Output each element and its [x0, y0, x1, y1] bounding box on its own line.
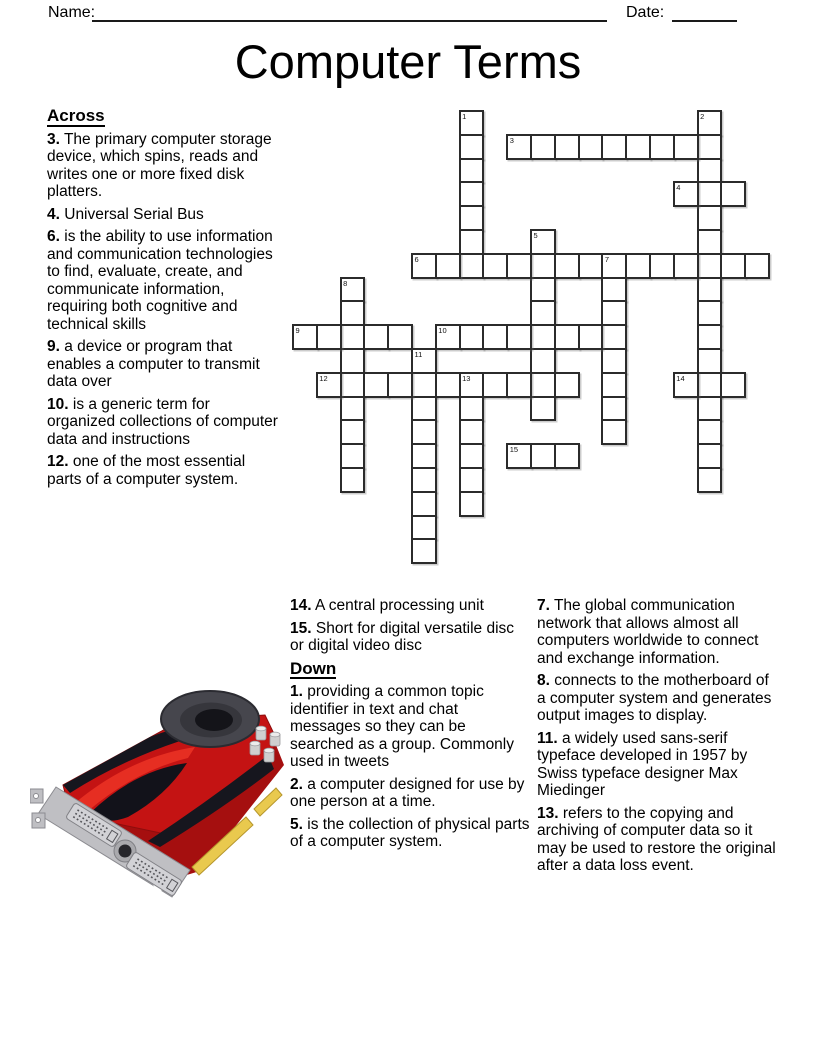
crossword-cell[interactable] — [387, 372, 413, 398]
crossword-cell[interactable] — [292, 324, 318, 350]
crossword-cell[interactable] — [530, 443, 556, 469]
crossword-cell[interactable] — [459, 205, 485, 231]
clue-7: 7. The global communication network that allows almost all computers worldwide to connect and exchange information. — [537, 597, 759, 667]
crossword-cell[interactable] — [601, 419, 627, 445]
clue-14: 14. A central processing unit — [290, 597, 484, 614]
crossword-cell[interactable] — [435, 253, 461, 279]
crossword-cell[interactable] — [506, 134, 532, 160]
crossword-cell[interactable] — [578, 253, 604, 279]
clue-4: 4. Universal Serial Bus — [47, 205, 204, 223]
crossword-cell[interactable] — [482, 253, 508, 279]
crossword-cell[interactable] — [697, 110, 723, 136]
across-heading: Across — [47, 106, 105, 125]
crossword-cell[interactable] — [554, 134, 580, 160]
crossword-cell[interactable] — [601, 324, 627, 350]
crossword-cell[interactable] — [459, 396, 485, 422]
crossword-cell[interactable] — [459, 419, 485, 445]
crossword-cell[interactable] — [340, 396, 366, 422]
down-heading: Down — [290, 658, 337, 678]
crossword-cell[interactable] — [340, 300, 366, 326]
crossword-cell[interactable] — [530, 372, 556, 398]
crossword-cell[interactable] — [459, 181, 485, 207]
middle-clues-column — [290, 597, 530, 856]
crossword-cell[interactable] — [673, 253, 699, 279]
crossword-cell[interactable] — [697, 300, 723, 326]
crossword-cell[interactable] — [459, 372, 485, 398]
cell-number: 14 — [676, 373, 685, 383]
across-clues-column — [47, 107, 279, 493]
crossword-cell[interactable] — [411, 396, 437, 422]
crossword-cell[interactable] — [459, 443, 485, 469]
crossword-cell[interactable] — [340, 443, 366, 469]
clue-15: 15. Short for digital versatile disc or digital video disc — [290, 619, 515, 654]
clue-5: 5. is the collection of physical parts of a computer system. — [290, 815, 530, 850]
crossword-cell[interactable] — [601, 134, 627, 160]
date-label: Date: — [626, 4, 665, 21]
crossword-cell[interactable] — [697, 419, 723, 445]
crossword-cell[interactable] — [459, 110, 485, 136]
graphics-card-icon — [30, 645, 290, 910]
crossword-cell[interactable] — [411, 348, 437, 374]
crossword-cell[interactable] — [340, 324, 366, 350]
crossword-cell[interactable] — [459, 467, 485, 493]
crossword-cell[interactable] — [459, 229, 485, 255]
clue-13: 13. refers to the copying and archiving of computer data so it may be used to restore the original after a data loss event. — [537, 804, 776, 874]
down-clues-column — [537, 597, 777, 880]
crossword-cell[interactable] — [697, 443, 723, 469]
crossword-cell[interactable] — [697, 277, 723, 303]
crossword-cell[interactable] — [530, 324, 556, 350]
cell-number: 10 — [438, 326, 447, 336]
crossword-cell[interactable] — [530, 253, 556, 279]
crossword-cell[interactable] — [459, 134, 485, 160]
crossword-cell[interactable] — [506, 443, 532, 469]
clue-3: 3. The primary computer storage device, which spins, reads and writes one or more fixed disk platters. — [47, 130, 272, 200]
crossword-cell[interactable] — [316, 324, 342, 350]
crossword-cell[interactable] — [649, 253, 675, 279]
cell-number: 9 — [295, 326, 300, 336]
crossword-cell[interactable] — [673, 181, 699, 207]
clue-10: 10. is a generic term for organized collections of computer data and instructions — [47, 395, 278, 448]
crossword-cell[interactable] — [506, 253, 532, 279]
crossword-cell[interactable] — [340, 467, 366, 493]
crossword-cell[interactable] — [530, 396, 556, 422]
crossword-cell[interactable] — [340, 419, 366, 445]
cell-number: 1 — [462, 112, 467, 121]
crossword-cell[interactable] — [625, 253, 651, 279]
crossword-cell[interactable] — [601, 253, 627, 279]
crossword-cell[interactable] — [554, 372, 580, 398]
crossword-cell[interactable] — [530, 300, 556, 326]
crossword-cell[interactable] — [411, 467, 437, 493]
crossword-cell[interactable] — [506, 372, 532, 398]
crossword-cell[interactable] — [697, 324, 723, 350]
crossword-cell[interactable] — [411, 491, 437, 517]
crossword-cell[interactable] — [720, 372, 746, 398]
crossword-cell[interactable] — [411, 419, 437, 445]
cell-number: 5 — [533, 231, 538, 240]
clue-2: 2. a computer designed for use by one person at a time. — [290, 775, 525, 810]
crossword-cell[interactable] — [601, 372, 627, 398]
crossword-cell[interactable] — [697, 396, 723, 422]
crossword-cell[interactable] — [697, 158, 723, 184]
crossword-cell[interactable] — [363, 372, 389, 398]
crossword-cell[interactable] — [673, 372, 699, 398]
crossword-cell[interactable] — [482, 324, 508, 350]
crossword-cell[interactable] — [697, 205, 723, 231]
crossword-cell[interactable] — [530, 229, 556, 255]
crossword-cell[interactable] — [459, 158, 485, 184]
cell-number: 12 — [319, 373, 328, 383]
crossword-cell[interactable] — [697, 229, 723, 255]
crossword-cell[interactable] — [697, 253, 723, 279]
crossword-cell[interactable] — [601, 348, 627, 374]
clue-1: 1. providing a common topic identifier in text and chat messages so they can be searched as a group. Commonly used in tweets — [290, 683, 515, 770]
date-fill-line[interactable] — [672, 3, 737, 22]
crossword-cell[interactable] — [625, 134, 651, 160]
crossword-cell[interactable] — [601, 277, 627, 303]
crossword-cell[interactable] — [340, 277, 366, 303]
across-clues-middle — [290, 597, 530, 655]
crossword-cell[interactable] — [554, 324, 580, 350]
cell-number: 15 — [509, 445, 519, 455]
crossword-cell[interactable] — [554, 253, 580, 279]
cell-number: 11 — [414, 350, 423, 359]
crossword-cell[interactable] — [530, 134, 556, 160]
crossword-cell[interactable] — [578, 324, 604, 350]
down-clues-middle — [290, 683, 530, 851]
crossword-cell[interactable] — [435, 372, 461, 398]
crossword-cell[interactable] — [697, 134, 723, 160]
crossword-cell[interactable] — [482, 372, 508, 398]
clue-9: 9. a device or program that enables a computer to transmit data over — [47, 338, 260, 390]
clue-11: 11. a widely used sans-serif typeface developed in 1957 by Swiss typeface designer Max Miedinger — [537, 729, 748, 799]
crossword-cell[interactable] — [459, 253, 485, 279]
crossword-cell[interactable] — [697, 348, 723, 374]
cell-number: 3 — [509, 135, 514, 145]
cell-number: 2 — [700, 112, 705, 121]
crossword-cell[interactable] — [530, 277, 556, 303]
crossword-cell[interactable] — [459, 324, 485, 350]
name-label: Name: — [48, 4, 96, 21]
crossword-cell[interactable] — [720, 253, 746, 279]
name-fill-line[interactable] — [92, 3, 607, 22]
crossword-cell[interactable] — [601, 396, 627, 422]
clue-12: 12. one of the most essential parts of a computer system. — [47, 453, 246, 488]
crossword-cell[interactable] — [506, 324, 532, 350]
crossword-cell[interactable] — [435, 324, 461, 350]
crossword-cell[interactable] — [363, 324, 389, 350]
crossword-cell[interactable] — [601, 300, 627, 326]
cell-number: 13 — [462, 373, 471, 383]
page-title: Computer Terms — [234, 35, 582, 88]
crossword-cell[interactable] — [697, 372, 723, 398]
crossword-cell[interactable] — [411, 253, 437, 279]
crossword-cell[interactable] — [720, 181, 746, 207]
crossword-cell[interactable] — [530, 348, 556, 374]
cell-number: 7 — [604, 254, 610, 264]
crossword-cell[interactable] — [673, 134, 699, 160]
crossword-cell[interactable] — [411, 443, 437, 469]
crossword-cell[interactable] — [411, 372, 437, 398]
cell-number: 6 — [414, 254, 419, 264]
crossword-cell[interactable] — [578, 134, 604, 160]
crossword-cell[interactable] — [649, 134, 675, 160]
crossword-cell[interactable] — [340, 348, 366, 374]
crossword-cell[interactable] — [387, 324, 413, 350]
crossword-cell[interactable] — [316, 372, 342, 398]
crossword-cell[interactable] — [411, 515, 437, 541]
crossword-cell[interactable] — [459, 491, 485, 517]
cell-number: 8 — [343, 278, 348, 288]
crossword-cell[interactable] — [554, 443, 580, 469]
crossword-cell[interactable] — [340, 372, 366, 398]
clue-8: 8. connects to the motherboard of a computer system and generates output images to display. — [537, 672, 772, 724]
clue-6: 6. is the ability to use information and communication technologies to find, evaluate, create, and communicate information, requiring both cognitive and technical skills — [47, 228, 273, 333]
crossword-cell[interactable] — [411, 538, 437, 564]
crossword-grid — [292, 110, 772, 566]
down-clues-right — [537, 597, 777, 875]
crossword-cell[interactable] — [744, 253, 770, 279]
cell-number: 4 — [676, 183, 681, 193]
crossword-cell[interactable] — [697, 181, 723, 207]
across-clues-left — [47, 131, 279, 489]
crossword-cell[interactable] — [697, 467, 723, 493]
